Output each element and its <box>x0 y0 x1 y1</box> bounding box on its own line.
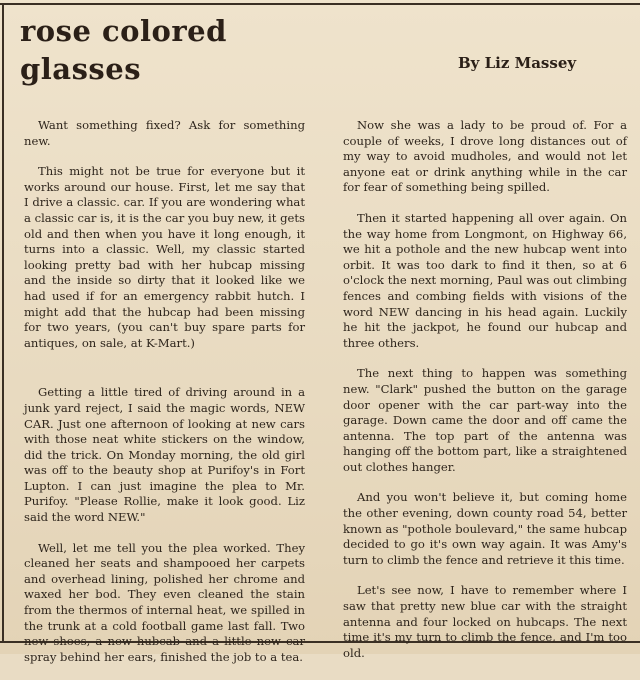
paragraph: Then it started happening all over again. On the way home from Longmont, on Highway 66, we hit a pothole and the new hubcap went into orbit. It was too dark to find it then, so at 6 o'clock the next morning, Paul was out climbing fences and combing fields with visions of the word NEW dancing in his head again. Luckily he hit the jackpot, he found our hubcap and three others. <box>343 210 627 350</box>
title-line-2: glasses <box>20 52 142 86</box>
byline: By Liz Massey <box>458 54 577 72</box>
paragraph: The next thing to happen was something new. "Clark" pushed the button on the garage door opener with the car part-way into the garage. Down came the door and off came the antenna. The top part of the antenna was hanging off the bottom part, like a straightened out clothes hanger. <box>343 366 627 474</box>
column-title <box>20 12 227 88</box>
paragraph: This might not be true for everyone but it works around our house. First, let me say that I drive a classic. car. If you are wondering what a classic car is, it is the car you buy new, it gets old and then when you have it long enough, it turns into a classic. Well, my classic started looking pretty bad with her hubcap missing and the inside so dirty that it looked like we had used if for an emergency rabbit hutch. I might add that the hubcap had been missing for two years, (you can't buy spare parts for antiques, on sale, at K-Mart.) <box>24 164 305 350</box>
left-column <box>24 118 305 680</box>
right-column <box>343 118 627 676</box>
paragraph: Want something fixed? Ask for something new. <box>24 118 305 148</box>
left-rule <box>2 3 4 643</box>
paragraph: Well, let me tell you the plea worked. They cleaned her seats and shampooed her carpets and overhead lining, polished her chrome and waxed her bod. They even cleaned the stain from the thermos of internal heat, we spilled in the trunk at a cold football game last fall. Two new shoes, a new hubcab and a little new car spray behind her ears, finished the job to a tea. <box>24 540 305 664</box>
paragraph: Now she was a lady to be proud of. For a couple of weeks, I drove long distances out of my way to avoid mudholes, and would not let anyone eat or drink anything while in the car for fear of something being spilled. <box>343 118 627 195</box>
paragraph: Getting a little tired of driving around in a junk yard reject, I said the magic words, NEW CAR. Just one afternoon of looking at new cars with those neat white stickers on the window, did the trick. On Monday morning, the old girl was off to the beauty shop at Purifoy's in Fort Lupton. I can just imagine the plea to Mr. Purifoy. "Please Rollie, make it look good. Liz said the word NEW." <box>24 385 305 525</box>
title-line-1: rose colored <box>20 14 227 48</box>
paragraph: Let's see now, I have to remember where I saw that pretty new blue car with the straight antenna and four locked on hubcaps. The next time it's my turn to climb the fence, and I'm too old. <box>343 583 627 660</box>
paragraph: And you won't believe it, but coming home the other evening, down county road 54, better known as "pothole boulevard," the same hubcap decided to go it's own way again. It was Amy's turn to climb the fence and retrieve it this time. <box>343 490 628 567</box>
top-rule <box>0 3 640 5</box>
